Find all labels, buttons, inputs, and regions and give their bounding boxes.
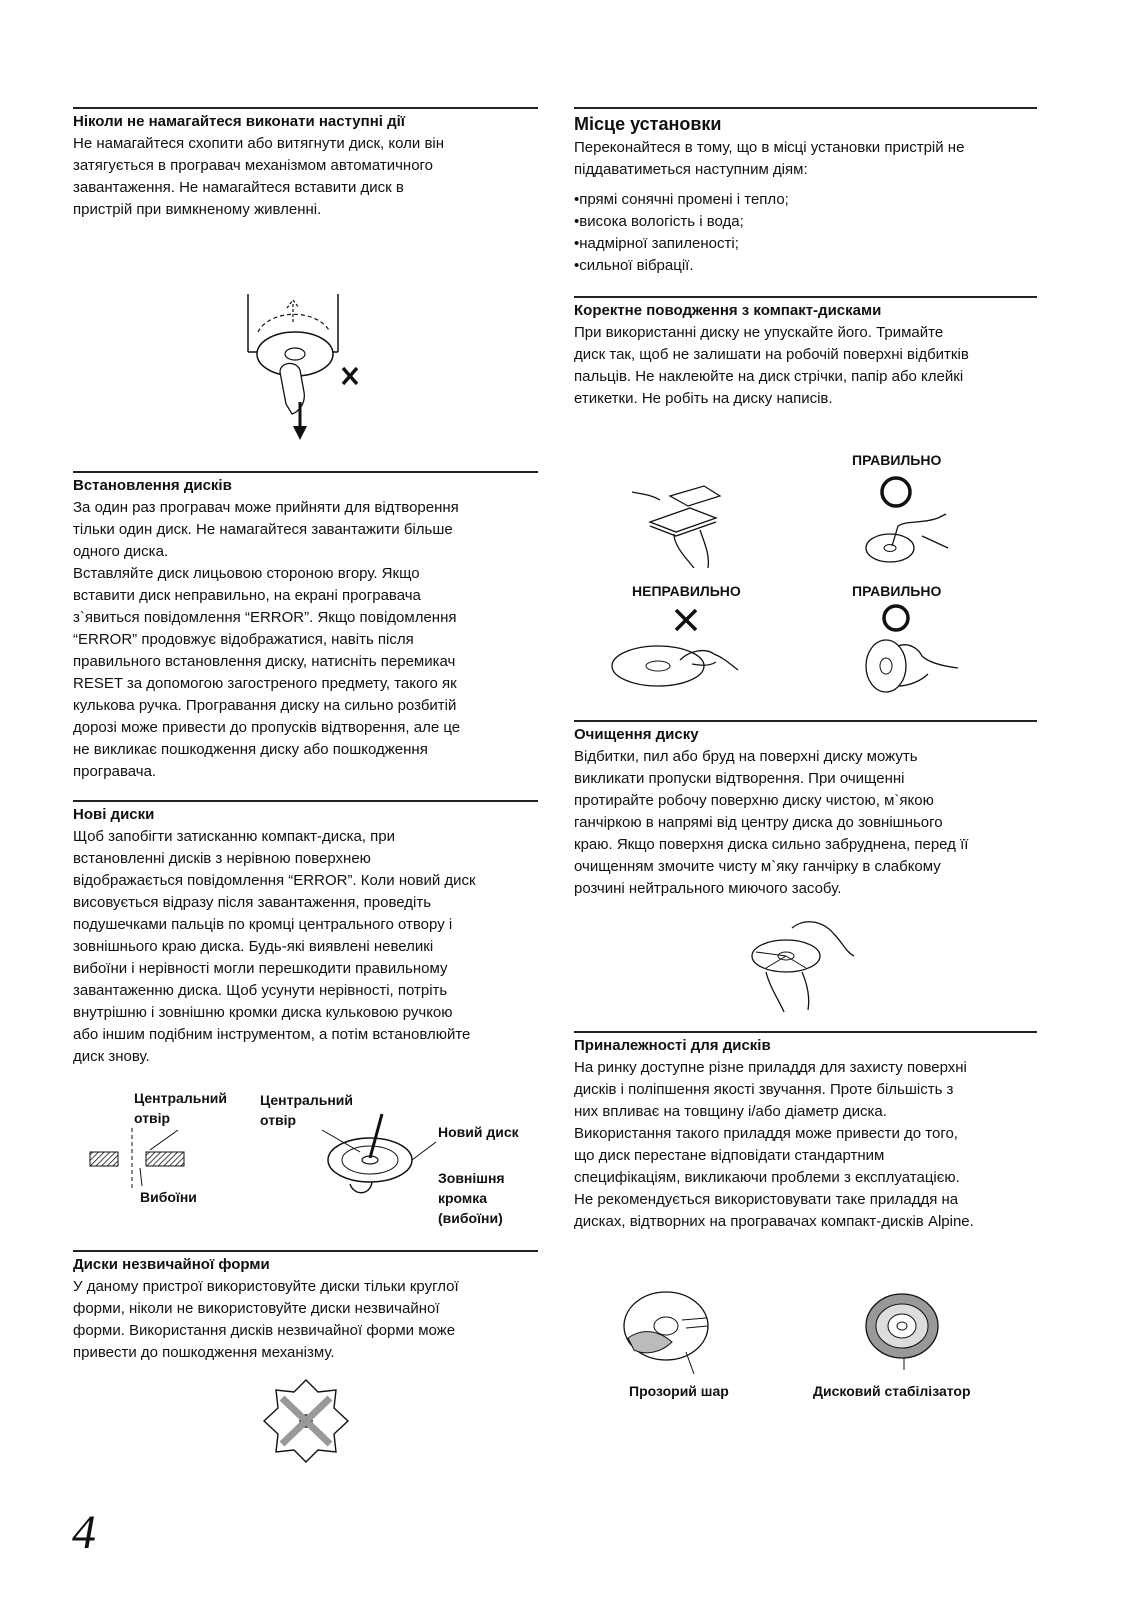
section-title: Коректне поводження з компакт-дисками: [574, 302, 882, 319]
center-hole-label-2: Центральний отвір: [260, 1092, 354, 1128]
incorrect-hold-illustration: [610, 604, 740, 688]
list-item: •прямі сонячні промені і тепло;: [574, 191, 789, 208]
section-location: [574, 107, 1037, 277]
bullet-list: [574, 189, 1037, 277]
list-item: •надмірної запиленості;: [574, 235, 739, 252]
section-text: За один раз програвач може прийняти для відтворення тільки один диск. Не намагайтеся завантажити більше одного диска. Вставляйте диск лицьовою стороною вгору. Якщо вставити диск неправильно, на екрані програвача з`явиться повідомлення “ERROR”. Якщо повідомлення “ERROR” продовжує відображатися, навіть після правильного встановлення диску, натисніть перемикач RESET за допомогою загостреного предмету, такого як кулькова ручка. Програвання диску на сильно розбитій дорозі може привести до пропусків відтворення, але це не викликає пошкодження диску або пошкодження програвача.: [73, 499, 461, 780]
section-title: Ніколи не намагайтеся виконати наступні дії: [73, 113, 406, 130]
disc-pull-illustration: [240, 292, 370, 442]
section-title: Встановлення дисків: [73, 477, 232, 494]
section-title: Приналежності для дисків: [574, 1037, 771, 1054]
list-item: •висока вологість і вода;: [574, 213, 744, 230]
new-disc-label: Новий диск: [438, 1124, 519, 1140]
section-accessories: [574, 1031, 1037, 1233]
section-handling: [574, 296, 1037, 410]
incorrect-label: НЕПРАВИЛЬНО: [632, 583, 741, 599]
disc-stabilizer-illustration: [864, 1290, 944, 1370]
section-never: [73, 107, 538, 221]
bumps-label: Вибоїни: [140, 1189, 197, 1205]
disc-cleaning-illustration: [746, 912, 858, 1014]
section-text: Відбитки, пил або бруд на поверхні диску можуть викликати пропуски відтворення. При очищенні протирайте робочу поверхню диску чистою, м`якою ганчіркою в напрямі від центру диска до зовнішнього краю. Якщо поверхня диска сильно забруднена, перед її очищенням змочите чисту м`яку ганчірку в слабкому розчині нейтрального миючого засобу.: [574, 748, 969, 897]
correct-label-top: ПРАВИЛЬНО: [852, 452, 942, 468]
section-text: Щоб запобігти затисканню компакт-диска, при встановленні дисків з нерівною поверхнею відображається повідомлення “ERROR”. Коли новий диск висовується відразу після завантаження, проведіть подушечками пальців по кромці центрального отвору і зовнішнього краю диска. Будь-які виявлені невеликі вибоїни і нерівності могли перешкодити правильному завантаженню диска. Щоб усунути нерівності, потріть внутрішню і зовнішню кромки диска кульковою ручкою або іншим подібним інструментом, а потім встановлюйте диск знову.: [73, 828, 476, 1065]
irregular-disc-illustration: [262, 1378, 350, 1464]
disc-stabilizer-label: Дисковий стабілізатор: [813, 1383, 971, 1399]
correct-label-bottom: ПРАВИЛЬНО: [852, 583, 942, 599]
section-inserting: [73, 471, 538, 783]
section-text: Не намагайтеся схопити або витягнути диск, коли він затягується в програвач механізмом автоматичного завантаження. Не намагайтеся вставити диск в пристрій при вимкненому живленні.: [73, 135, 445, 218]
disc-cross-section-illustration: [88, 1128, 188, 1190]
section-cleaning: [574, 720, 1037, 900]
transparent-sheet-label: Прозорий шар: [629, 1383, 729, 1399]
section-text: Переконайтеся в тому, що в місці установки пристрій не піддаватиметься наступним діям:: [574, 139, 965, 178]
section-title: Місце установки: [574, 114, 722, 134]
correct-hold-bottom-illustration: [862, 604, 962, 694]
transparent-sheet-illustration: [622, 1290, 718, 1376]
section-title: Очищення диску: [574, 726, 699, 743]
section-title: Нові диски: [73, 806, 155, 823]
section-title: Диски незвичайної форми: [73, 1256, 270, 1273]
section-text: У даному пристрої використовуйте диски тільки круглої форми, ніколи не використовуйте диски незвичайної форми. Використання дисків незвичайної форми може привести до пошкодження механізму.: [73, 1278, 459, 1361]
section-irregular: [73, 1250, 538, 1364]
section-text: При використанні диску не упускайте його. Тримайте диск так, щоб не залишати на робочій поверхні відбитків пальців. Не наклеюйте на диск стрічки, папір або клейкі етикетки. Не робіть на диску написів.: [574, 324, 969, 407]
outer-edge-label: Зовнішня кромка (вибоїни): [438, 1170, 505, 1226]
section-new-discs: [73, 800, 538, 1068]
correct-hold-top-illustration: [862, 474, 952, 566]
holding-discs-illustration: [630, 474, 730, 570]
disc-deburr-illustration: [320, 1112, 440, 1200]
center-hole-label-1: Центральний отвір: [134, 1090, 228, 1126]
page-number: 4: [72, 1506, 96, 1559]
section-text: На ринку доступне різне приладдя для захисту поверхні дисків і поліпшення якості звучання. Проте більшість з них впливає на товщину і/або діаметр диска. Використання такого приладдя може привести до того, що диск перестане відповідати стандартним специфікаціям, викликаючи проблеми з експлуатацією. Не рекомендується використовувати таке приладдя на дисках, відтворних на програвачах компакт-дисків Alpine.: [574, 1059, 974, 1230]
list-item: •сильної вібрації.: [574, 257, 694, 274]
